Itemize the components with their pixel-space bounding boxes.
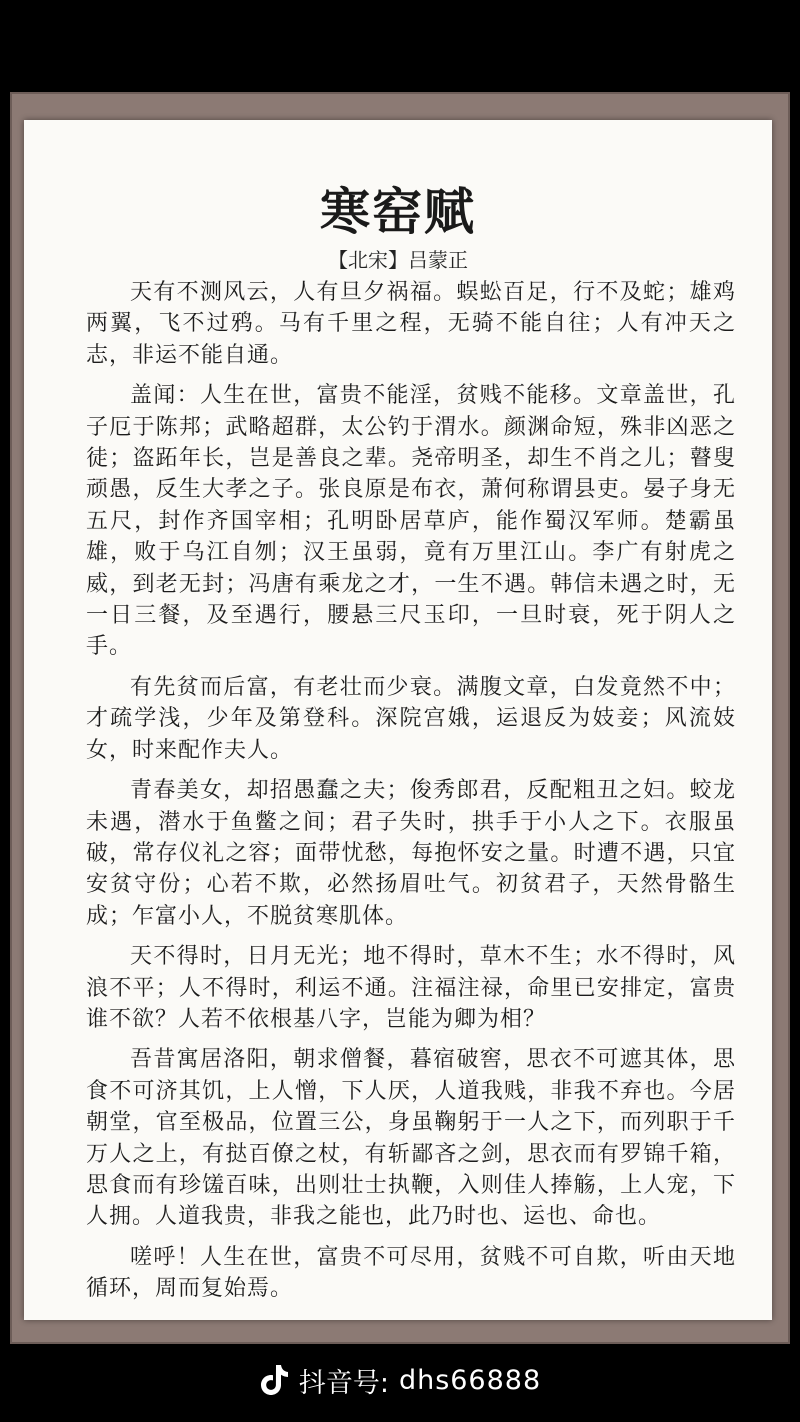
watermark-footer: [0, 1356, 800, 1404]
paragraph: 天不得时，日月无光；地不得时，草木不生；水不得时，风浪不平；人不得时，利运不通。注福注禄，命里已安排定，富贵谁不欲？人若不依根基八字，岂能为卿为相？: [86, 944, 736, 1032]
paragraph: 有先贫而后富，有老壮而少衰。满腹文章，白发竟然不中；才疏学浅，少年及第登科。深院宫娥，运退反为妓妾；风流妓女，时来配作夫人。: [86, 674, 736, 763]
paragraph: 天有不测风云，人有旦夕祸福。蜈蚣百足，行不及蛇；雄鸡两翼，飞不过鸦。马有千里之程，无骑不能自往；人有冲天之志，非运不能自通。: [86, 280, 736, 368]
paragraph: 嗟呼！人生在世，富贵不可尽用，贫贱不可自欺，听由天地循环，周而复始焉。: [86, 1244, 736, 1302]
document-body: [86, 277, 736, 1314]
paragraph: 盖闻：人生在世，富贵不能淫，贫贱不能移。文章盖世，孔子厄于陈邦；武略超群，太公钓于渭水。颜渊命短，殊非凶恶之徒；盗跖年长，岂是善良之辈。尧帝明圣，却生不肖之儿；瞽叟顽愚，反生大孝之子。张良原是布衣，萧何称谓县吏。晏子身无五尺，封作齐国宰相；孔明卧居草庐，能作蜀汉军师。楚霸虽雄，败于乌江自刎；汉王虽弱，竟有万里江山。李广有射虎之威，到老无封；冯唐有乘龙之才，一生不遇。韩信未遇之时，无一日三餐，及至遇行，腰悬三尺玉印，一旦时衰，死于阴人之手。: [86, 383, 736, 660]
footer-label: 抖音号:: [298, 1367, 389, 1399]
paragraph: 青春美女，却招愚蠢之夫；俊秀郎君，反配粗丑之妇。蛟龙未遇，潜水于鱼鳖之间；君子失时，拱手于小人之下。衣服虽破，常存仪礼之容；面带忧愁，每抱怀安之量。时遭不遇，只宜安贫守份；心若不欺，必然扬眉吐气。初贫君子，天然骨骼生成；乍富小人，不脱贫寒肌体。: [86, 778, 736, 929]
scroll-frame: [10, 92, 790, 1344]
document-title: 寒窑赋: [320, 182, 476, 241]
account-id: dhs66888: [398, 1364, 542, 1396]
paragraph: 吾昔寓居洛阳，朝求僧餐，暮宿破窖，思衣不可遮其体，思食不可济其饥，上人憎，下人厌，人道我贱，非我不弃也。今居朝堂，官至极品，位置三公，身虽鞠躬于一人之下，而列职于千万人之上，有挞百僚之杖，有斩鄙吝之剑，思衣而有罗锦千箱，思食而有珍馐百味，出则壮士执鞭，入则佳人捧觞，上人宠，下人拥。人道我贵，非我之能也，此乃时也、运也、命也。: [86, 1047, 736, 1230]
tiktok-icon: [259, 1363, 289, 1397]
document-author: 【北宋】吕蒙正: [328, 248, 468, 272]
document-page: [24, 120, 772, 1320]
